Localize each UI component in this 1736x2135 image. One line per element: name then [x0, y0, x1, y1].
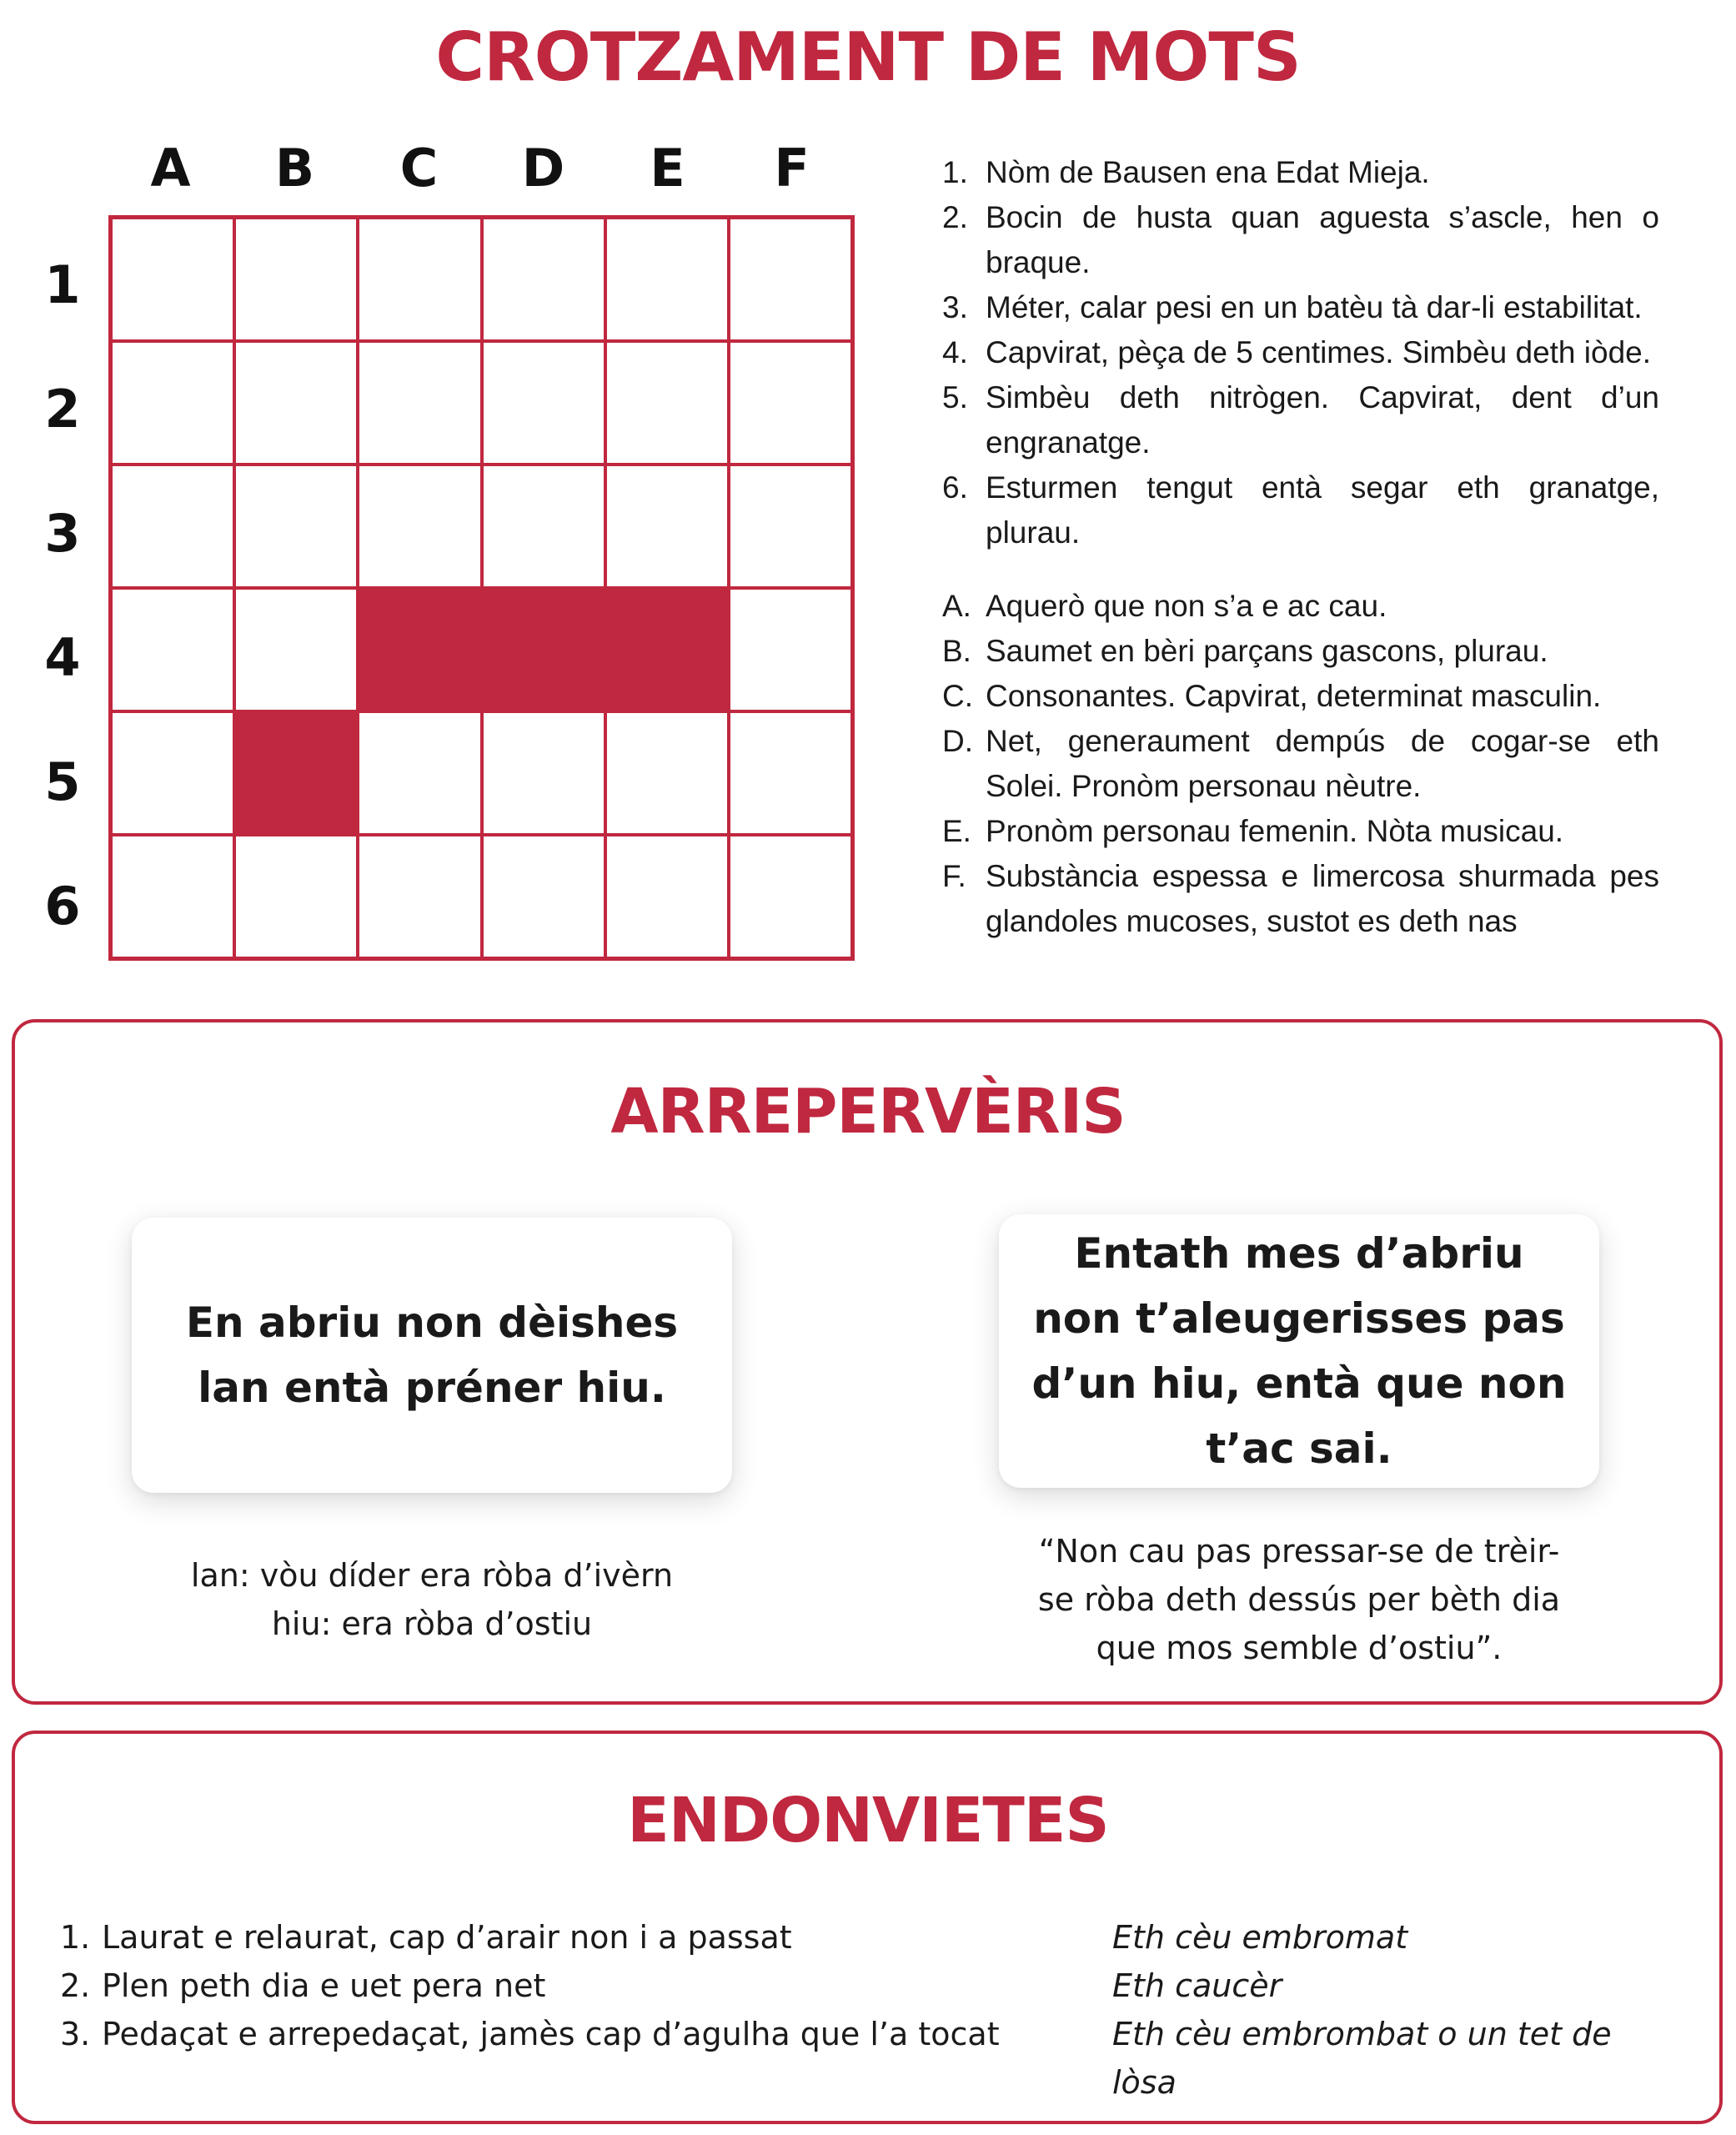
crossword-cell[interactable]	[111, 465, 234, 588]
crossword-cell[interactable]	[111, 835, 234, 958]
riddles-title: ENDONVIETES	[627, 1785, 1109, 1856]
riddle-number: 2.	[60, 1967, 91, 2004]
note-line: lan: vòu díder era ròba d’ivèrn	[190, 1557, 674, 1594]
blocked-cell	[605, 588, 729, 711]
crossword-grid	[108, 215, 855, 961]
proverb-text: Entath mes d’abriu non t’aleugerisses pas d’un hiu, entà que non t’ac sai.	[1031, 1229, 1567, 1473]
crossword-cell[interactable]	[358, 465, 481, 588]
note-line: que mos semble d’ostiu”.	[1096, 1630, 1503, 1666]
clue-label: D.	[942, 724, 973, 758]
column-header: E	[650, 138, 685, 198]
clue-label: E.	[942, 814, 971, 848]
row-header: 3	[44, 503, 81, 564]
crossword-cell[interactable]	[482, 218, 605, 341]
clue-text: Méter, calar pesi en un batèu tà dar-li estabilitat.	[986, 290, 1643, 324]
clue-label: 6.	[942, 470, 968, 505]
clue-text: Esturmen tengut entà segar eth granatge, plurau.	[986, 470, 1659, 550]
riddle-number: 1.	[60, 1919, 91, 1956]
clue-item	[942, 584, 1659, 629]
blocked-cell	[482, 588, 605, 711]
row-header: 5	[44, 751, 81, 812]
clue-label: 5.	[942, 380, 968, 414]
clue-text: Nòm de Bausen ena Edat Mieja.	[986, 155, 1430, 189]
proverb-text: En abriu non dèishes lan entà préner hiu.	[185, 1299, 679, 1412]
crossword-cell[interactable]	[605, 711, 729, 835]
row-header: 1	[44, 254, 81, 315]
crossword-cell[interactable]	[605, 835, 729, 958]
clue-text: Substància espessa e limercosa shurmada pes glandoles mucoses, sustot es deth nas	[986, 859, 1659, 938]
crossword-cell[interactable]	[605, 218, 729, 341]
blocked-cell	[358, 588, 481, 711]
clue-item	[942, 809, 1659, 854]
crossword-cell[interactable]	[482, 835, 605, 958]
clue-label: 1.	[942, 155, 968, 189]
clue-item	[942, 285, 1659, 330]
clue-text: Pronòm personau femenin. Nòta musicau.	[986, 814, 1564, 848]
riddle-question: Laurat e relaurat, cap d’arair non i a passat	[102, 1919, 792, 1956]
crossword-cell[interactable]	[234, 465, 358, 588]
clue-item	[942, 195, 1659, 285]
note-line: “Non cau pas pressar-se de trèir-	[1038, 1533, 1560, 1570]
crossword-cell[interactable]	[358, 711, 481, 835]
clue-label: A.	[942, 589, 971, 623]
crossword-cell[interactable]	[729, 835, 852, 958]
riddle-item	[60, 1913, 1644, 1962]
crossword-cell[interactable]	[729, 588, 852, 711]
clue-label: F.	[942, 859, 966, 893]
crossword-cell[interactable]	[234, 341, 358, 465]
riddle-answer: Eth cèu embromat	[1112, 1919, 1408, 1956]
crossword-cell[interactable]	[605, 341, 729, 465]
column-header: D	[521, 138, 565, 198]
crossword-cell[interactable]	[729, 341, 852, 465]
crossword-cell[interactable]	[482, 341, 605, 465]
note-line: hiu: era ròba d’ostiu	[271, 1605, 593, 1642]
clue-label: 4.	[942, 335, 968, 369]
crossword-cell[interactable]	[234, 588, 358, 711]
crossword-cell[interactable]	[234, 218, 358, 341]
clue-item	[942, 150, 1659, 195]
clue-item	[942, 629, 1659, 674]
clue-text: Capvirat, pèça de 5 centimes. Simbèu deth iòde.	[986, 335, 1652, 369]
crossword-cell[interactable]	[605, 465, 729, 588]
crossword-cell[interactable]	[358, 341, 481, 465]
crossword-cell[interactable]	[482, 711, 605, 835]
clue-item	[942, 465, 1659, 555]
proverbs-title: ARREPERVÈRIS	[610, 1076, 1126, 1148]
blocked-cell	[234, 711, 358, 835]
clue-item	[942, 330, 1659, 375]
column-header: C	[399, 138, 439, 198]
row-header: 2	[44, 379, 81, 440]
clue-label: 2.	[942, 200, 968, 234]
clue-item	[942, 719, 1659, 809]
proverb-note	[999, 1527, 1599, 1672]
riddle-question: Plen peth dia e uet pera net	[102, 1967, 546, 2004]
riddle-answer: Eth caucèr	[1112, 1967, 1282, 2004]
across-clues	[942, 150, 1659, 555]
clue-item	[942, 854, 1659, 944]
crossword-cell[interactable]	[358, 835, 481, 958]
column-header: B	[274, 138, 315, 198]
riddle-number: 3.	[60, 2016, 91, 2052]
crossword-cell[interactable]	[729, 711, 852, 835]
riddle-answer: Eth cèu embrombat o un tet de lòsa	[1112, 2016, 1612, 2101]
clue-text: Bocin de husta quan aguesta s’ascle, hen o braque.	[986, 200, 1659, 279]
crossword-cell[interactable]	[111, 218, 234, 341]
crossword-cell[interactable]	[234, 835, 358, 958]
clue-label: 3.	[942, 290, 968, 324]
clue-text: Simbèu deth nitrògen. Capvirat, dent d’un engranatge.	[986, 380, 1659, 460]
riddle-question: Pedaçat e arrepedaçat, jamès cap d’agulha que l’a tocat	[102, 2016, 1000, 2052]
proverb-card	[132, 1218, 732, 1493]
crossword-cell[interactable]	[111, 588, 234, 711]
proverb-card	[999, 1214, 1599, 1488]
clue-text: Aquerò que non s’a e ac cau.	[986, 589, 1387, 623]
clue-text: Saumet en bèri parçans gascons, plurau.	[986, 634, 1548, 668]
row-header: 4	[44, 627, 81, 688]
clue-item	[942, 375, 1659, 465]
crossword-cell[interactable]	[111, 341, 234, 465]
column-header: F	[774, 138, 810, 198]
proverb-note	[132, 1551, 732, 1648]
row-header: 6	[44, 876, 81, 937]
crossword-cell[interactable]	[358, 218, 481, 341]
clue-label: B.	[942, 634, 971, 668]
crossword-cell[interactable]	[729, 465, 852, 588]
riddles-list	[60, 1913, 1644, 2101]
column-header: A	[150, 138, 191, 198]
crossword-cell[interactable]	[729, 218, 852, 341]
crossword-title: CROTZAMENT DE MOTS	[435, 18, 1301, 96]
note-line: se ròba deth dessús per bèth dia	[1037, 1581, 1561, 1618]
clue-text: Net, generaument dempús de cogar-se eth Solei. Pronòm personau nèutre.	[986, 724, 1659, 803]
riddle-item	[60, 2010, 1644, 2101]
clue-text: Consonantes. Capvirat, determinat masculin.	[986, 679, 1602, 713]
crossword-cell[interactable]	[482, 465, 605, 588]
riddle-item	[60, 1962, 1644, 2010]
down-clues	[942, 584, 1659, 944]
crossword-cell[interactable]	[111, 711, 234, 835]
clue-item	[942, 674, 1659, 719]
clue-label: C.	[942, 679, 973, 713]
